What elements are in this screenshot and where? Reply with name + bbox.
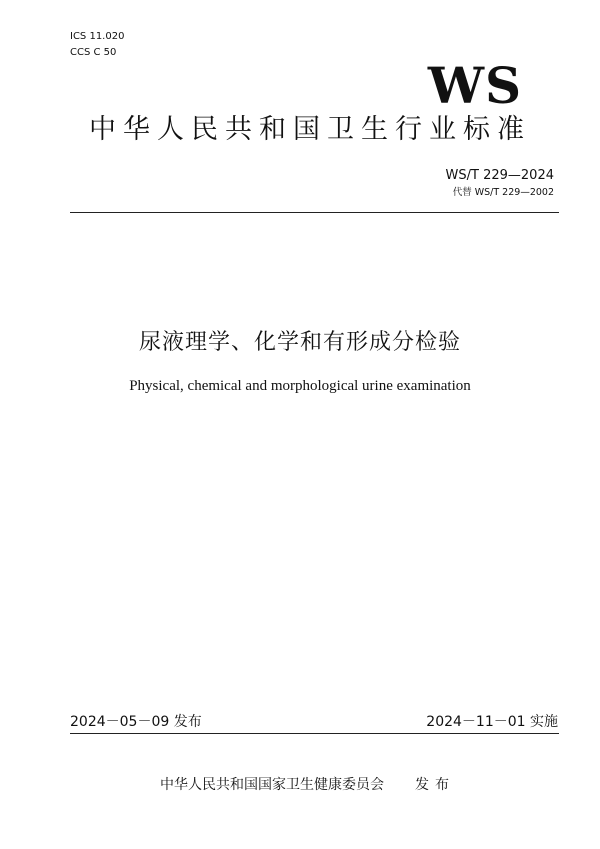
ws-logo: WS: [427, 56, 523, 115]
implement-date: 2024－11－01 实施: [426, 714, 558, 730]
publish-date: 2024－05－09 发布: [70, 714, 202, 730]
issuing-authority: 中华人民共和国国家卫生健康委员会: [160, 777, 384, 793]
document-title-en: Physical, chemical and morphological urine examination: [129, 378, 471, 394]
standard-number: WS/T 229—2024: [445, 168, 554, 183]
bottom-divider: [70, 733, 559, 734]
replaces-note: 代替 WS/T 229—2002: [452, 187, 554, 198]
ics-code: ICS 11.020: [70, 31, 125, 42]
document-title-cn: 尿液理学、化学和有形成分检验: [138, 330, 461, 355]
standard-category-title: 中华人民共和国卫生行业标准: [89, 114, 531, 145]
issue-label: 发布: [415, 777, 455, 793]
top-divider: [70, 212, 559, 213]
ccs-code: CCS C 50: [70, 47, 117, 58]
